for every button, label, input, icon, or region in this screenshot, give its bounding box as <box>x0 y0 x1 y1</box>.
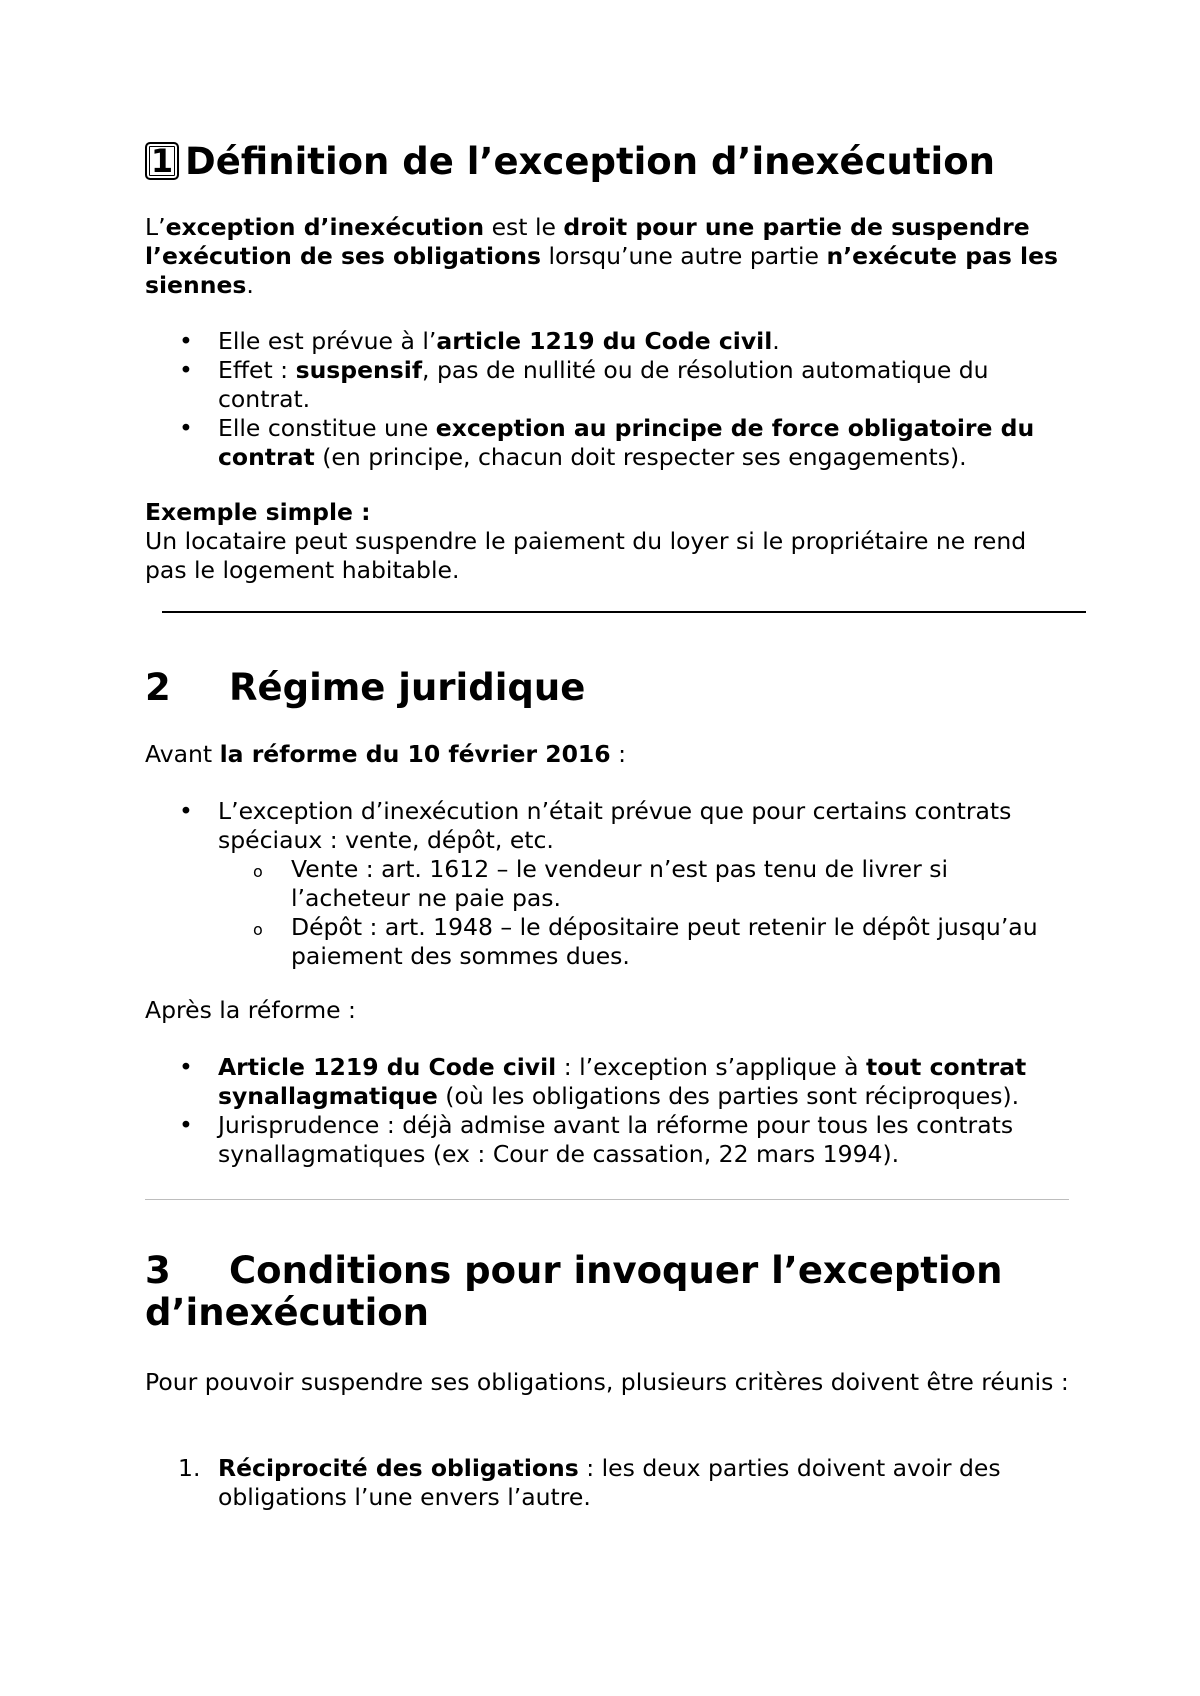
bold-text: Réciprocité des obligations <box>218 1454 579 1482</box>
bold-text: Article 1219 du Code civil <box>218 1053 557 1081</box>
text: Vente : art. 1612 – le vendeur n’est pas tenu de livrer si l’acheteur ne paie pas. <box>291 855 948 912</box>
text: L’exception d’inexécution n’était prévue que pour certains contrats spéciaux : vente, dépôt, etc. <box>218 797 1012 854</box>
text: , pas de nullité ou de résolution automatique du contrat. <box>218 356 989 413</box>
example-label: Exemple simple : <box>145 498 371 526</box>
before-reform-list <box>0 797 1070 855</box>
list-item <box>145 414 1070 472</box>
sub-list-item <box>145 855 1070 913</box>
text: Effet : <box>218 356 296 384</box>
example-block <box>145 498 1070 585</box>
section-number: 3 <box>145 1249 171 1292</box>
list-item <box>145 1053 1070 1111</box>
example-text: Un locataire peut suspendre le paiement du loyer si le propriétaire ne rend pas le logement habitable. <box>145 527 1027 584</box>
bold-text: article 1219 du Code civil <box>436 327 773 355</box>
section-2-heading <box>145 667 585 709</box>
horizontal-rule <box>145 1199 1069 1200</box>
list-item <box>145 797 1070 855</box>
text: Dépôt : art. 1948 – le dépositaire peut retenir le dépôt jusqu’au paiement des sommes dues. <box>291 913 1038 970</box>
section-3-title: Conditions pour invoquer l’exception d’inexécution <box>145 1249 1003 1334</box>
after-reform-list <box>0 1053 1070 1169</box>
text: (où les obligations des parties sont réciproques). <box>437 1082 1020 1110</box>
after-reform-line: Après la réforme : <box>145 996 356 1024</box>
section-2-title: Régime juridique <box>229 666 586 709</box>
section-3-heading <box>145 1250 1070 1334</box>
text: Elle constitue une <box>218 414 436 442</box>
horizontal-rule <box>162 611 1086 613</box>
section-number: 2 <box>145 666 171 709</box>
bold-text: la réforme du 10 février 2016 <box>219 740 611 768</box>
bold-text: exception d’inexécution <box>165 213 485 241</box>
section-1-heading <box>145 141 995 183</box>
text: Jurisprudence : déjà admise avant la réforme pour tous les contrats synallagmatiques (ex : Cour de cassation, 22 mars 1994). <box>218 1111 1014 1168</box>
before-reform-line <box>145 740 626 769</box>
text: : <box>610 740 627 768</box>
sub-list <box>0 855 1070 971</box>
list-item <box>145 1111 1070 1169</box>
section-1-title: Définition de l’exception d’inexécution <box>185 140 995 183</box>
text: . <box>772 327 780 355</box>
bold-text: suspensif <box>295 356 423 384</box>
section-1-bullet-list <box>0 327 1070 472</box>
text: . <box>246 271 254 299</box>
list-item <box>145 327 1070 356</box>
text: lorsqu’une autre partie <box>540 242 827 270</box>
text: Elle est prévue à l’ <box>218 327 437 355</box>
list-number: 1. <box>178 1454 201 1482</box>
bold-text: droit pour une partie de suspendre l’exécution de ses obligations <box>145 213 1030 270</box>
text: est le <box>484 213 564 241</box>
section-1-intro <box>145 213 1070 300</box>
text: : l’exception s’applique à <box>556 1053 867 1081</box>
text: : les deux parties doivent avoir des obligations l’une envers l’autre. <box>218 1454 1001 1511</box>
section-3-intro: Pour pouvoir suspendre ses obligations, plusieurs critères doivent être réunis : <box>145 1368 1069 1396</box>
text: (en principe, chacun doit respecter ses engagements). <box>314 443 967 471</box>
text: L’ <box>145 213 166 241</box>
bold-text: exception au principe de force obligatoire du contrat <box>218 414 1035 471</box>
list-item <box>145 356 1070 414</box>
keycap-number-1: 1 <box>145 142 179 180</box>
bold-text: tout contrat synallagmatique <box>218 1053 1027 1110</box>
bold-text: n’exécute pas les siennes <box>145 242 1059 299</box>
text: Avant <box>145 740 220 768</box>
sub-list-item <box>145 913 1070 971</box>
list-item <box>145 1454 1070 1512</box>
conditions-list <box>0 1454 1070 1512</box>
